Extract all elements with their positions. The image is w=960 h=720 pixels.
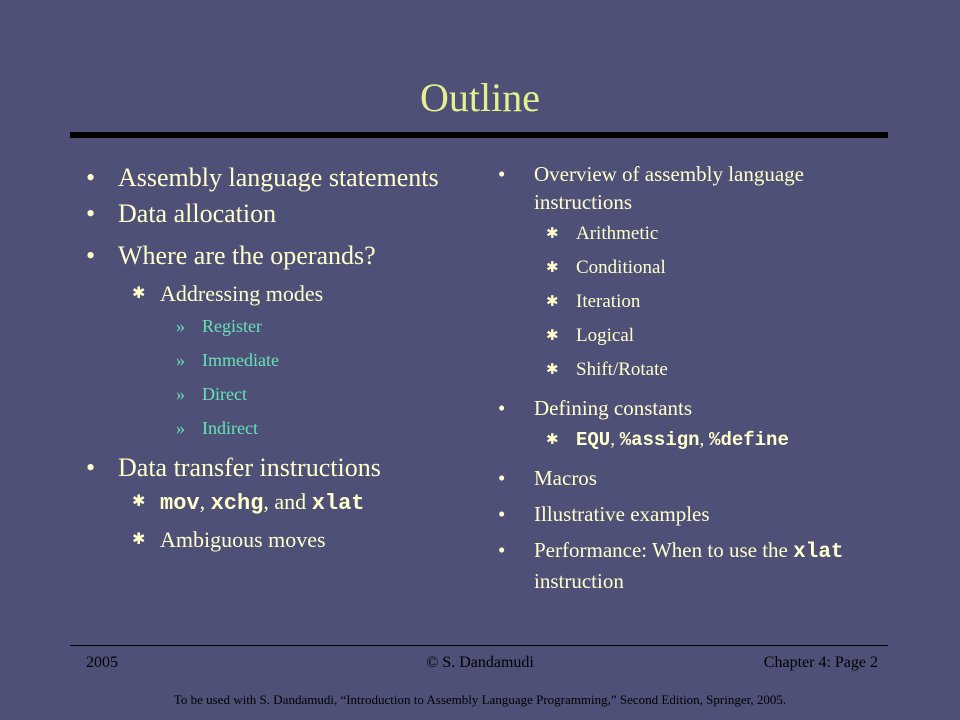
item-label: Overview of assembly language instructions <box>534 162 804 214</box>
separator: , <box>699 429 710 450</box>
right-column <box>498 160 898 595</box>
slide-title: Outline <box>420 75 540 120</box>
item-label: Direct <box>202 384 247 404</box>
code-assign: %assign <box>619 429 700 451</box>
outline-item-overview <box>498 160 898 216</box>
outline-item-performance <box>498 536 898 595</box>
code-equ: EQU <box>576 429 611 451</box>
outline-item-constants <box>498 394 898 422</box>
outline-subitem-mov-xchg-xlat <box>86 488 466 518</box>
footer-citation: To be used with S. Dandamudi, “Introduction to Assembly Language Programming,” Second Edition, Springer, 2005. <box>173 692 787 707</box>
subitem-logical <box>498 324 898 348</box>
item-label: Illustrative examples <box>534 502 710 526</box>
code-xlat: xlat <box>311 491 365 516</box>
item-label: Logical <box>576 325 635 346</box>
outline-item-data-transfer <box>86 452 466 484</box>
outline-item-macros <box>498 464 898 492</box>
bullet: » <box>176 350 185 370</box>
subitem-iteration <box>498 290 898 314</box>
outline-item-operands <box>86 240 466 272</box>
bullet: • <box>498 162 506 186</box>
bullet: ✱ <box>132 531 146 548</box>
code-xlat: xlat <box>793 541 844 564</box>
item-label: Defining constants <box>534 396 693 420</box>
outline-subitem-addressing-modes <box>86 280 466 308</box>
bullet: ✱ <box>132 493 146 510</box>
item-label: Macros <box>534 466 597 490</box>
outline-item-data-allocation <box>86 198 466 230</box>
item-label: Where are the operands? <box>118 241 376 270</box>
subitem-shift-rotate <box>498 358 898 382</box>
item-label: Addressing modes <box>160 281 324 306</box>
footer-year: 2005 <box>86 654 118 671</box>
item-label: Shift/Rotate <box>576 359 668 380</box>
outline-item-statements <box>86 162 466 194</box>
item-label: Immediate <box>202 350 279 370</box>
code-mov: mov <box>160 491 200 516</box>
separator: , <box>610 429 620 450</box>
bullet: • <box>86 163 96 192</box>
code-xchg: xchg <box>210 491 264 516</box>
left-column <box>86 162 466 554</box>
item-label: Register <box>202 316 262 336</box>
code-define: %define <box>709 429 789 451</box>
item-label-suffix: instruction <box>534 569 624 593</box>
item-label: Arithmetic <box>576 223 659 244</box>
item-label: Ambiguous moves <box>160 527 326 552</box>
bullet: • <box>86 453 96 482</box>
mode-indirect <box>86 416 466 440</box>
bullet: ✱ <box>546 432 559 448</box>
bullet: » <box>176 316 185 336</box>
item-label: Data transfer instructions <box>118 453 381 482</box>
bullet: • <box>86 199 96 228</box>
footer-divider <box>70 645 888 646</box>
subitem-arithmetic <box>498 222 898 246</box>
mode-immediate <box>86 348 466 372</box>
separator: , and <box>263 489 312 514</box>
outline-subitem-ambiguous-moves <box>86 526 466 554</box>
bullet: • <box>498 396 506 420</box>
subitem-conditional <box>498 256 898 280</box>
item-label: Performance: When to use the <box>534 538 794 562</box>
item-label: Data allocation <box>118 199 277 228</box>
bullet: ✱ <box>546 226 559 242</box>
item-label: Assembly language statements <box>118 163 439 192</box>
separator: , <box>199 489 211 514</box>
footer-page: Chapter 4: Page 2 <box>763 654 878 671</box>
bullet: • <box>498 502 506 526</box>
mode-direct <box>86 382 466 406</box>
outline-item-examples <box>498 500 898 528</box>
bullet: » <box>176 384 185 404</box>
title-divider <box>70 132 888 138</box>
item-label: Iteration <box>576 291 641 312</box>
footer-author: © S. Dandamudi <box>426 654 534 671</box>
bullet: • <box>498 466 506 490</box>
item-label: Conditional <box>576 257 666 278</box>
mode-register <box>86 314 466 338</box>
bullet: • <box>498 538 506 562</box>
subitem-equ-assign-define <box>498 428 898 452</box>
bullet: ✱ <box>546 328 559 344</box>
bullet: • <box>86 241 96 270</box>
bullet: ✱ <box>132 285 146 302</box>
bullet: » <box>176 418 185 438</box>
bullet: ✱ <box>546 362 559 378</box>
bullet: ✱ <box>546 260 559 276</box>
bullet: ✱ <box>546 294 559 310</box>
item-label: Indirect <box>202 418 258 438</box>
